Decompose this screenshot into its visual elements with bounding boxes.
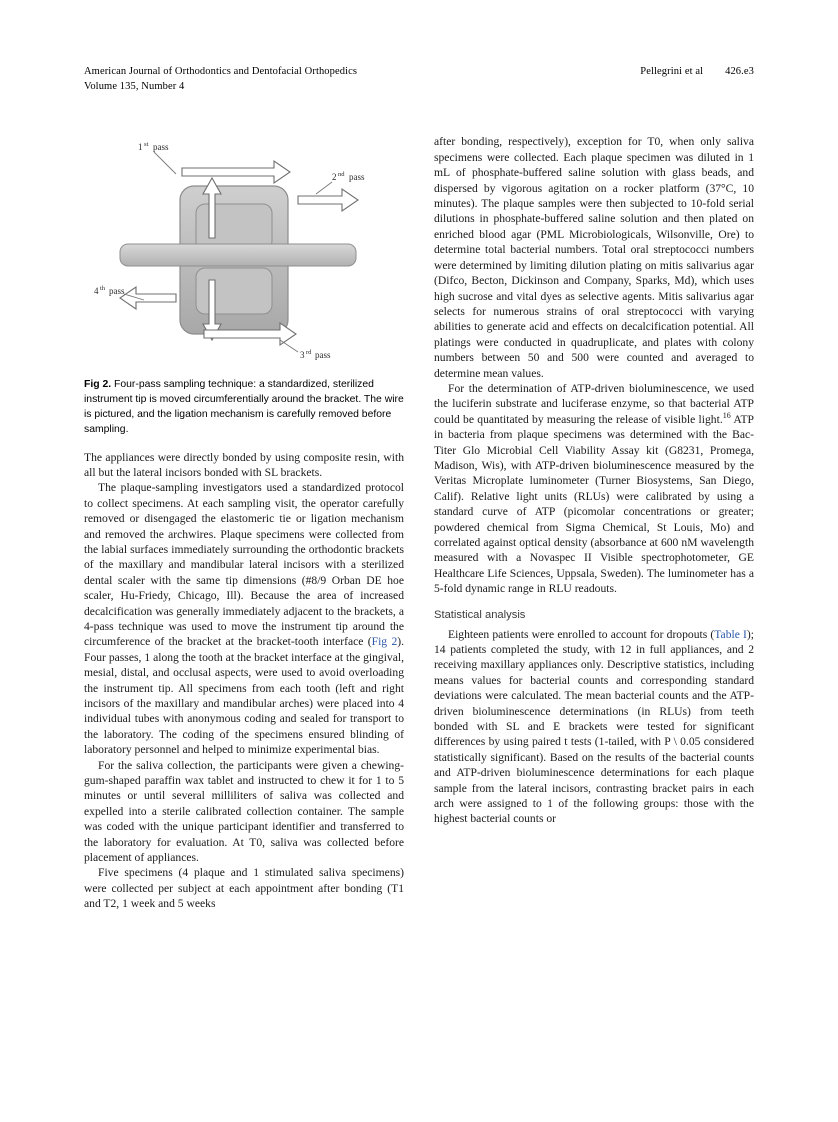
paragraph-saliva-collection: For the saliva collection, the participants were given a chewing-gum-shaped paraffin wax tablet and instructed to chew it for 1 to 5 minutes or until several milliliters of saliva was collected and expelled into a sterile calibrated collection container. The sample was coded with the unique participant identifier and transferred to the laboratory for evaluation. At T0, saliva was collected before placement of appliances. xyxy=(84,758,404,865)
page-number: 426.e3 xyxy=(725,66,754,77)
right-column xyxy=(434,134,754,1064)
paragraph-appliances: The appliances were directly bonded by using composite resin, with all but the lateral incisors bonded with SL brackets. xyxy=(84,450,404,479)
paragraph-plaque-sampling xyxy=(84,480,404,757)
body-columns xyxy=(84,134,754,1064)
reference-marker[interactable]: 16 xyxy=(722,410,731,420)
paragraph-plaque-sampling-text: The plaque-sampling investigators used a standardized protocol to collect specimens. At each sampling visit, the operator carefully removed or disengaged the elastomeric tie or ligation mechanism and removed the archwires. Plaque specimens were collected from the labial surfaces immediately surrounding the orthodontic brackets of the maxillary and mandibular lateral incisors with a sterilized dental scaler with the same tip dimensions (#8/9 Orban DE hoe scaler, Hu-Friedy, Chicago, Ill). Because the area of increased decalcification was generally immediately adjacent to the brackets, a 4-pass technique was used to move the instrument tip around the circumference of the bracket at the bracket-tooth interface ( xyxy=(84,481,404,649)
running-head xyxy=(84,64,754,94)
paragraph-statistics-part1: Eighteen patients were enrolled to account for dropouts ( xyxy=(448,627,715,641)
running-head-authors-page xyxy=(640,64,754,79)
svg-text:pass: pass xyxy=(109,286,125,297)
paragraph-atp-bioluminescence xyxy=(434,381,754,597)
paragraph-statistics xyxy=(434,627,754,827)
paragraph-statistics-part2: ); 14 patients completed the study, with 12 in full appliances, and 2 receiving maxillary appliances only. Descriptive statistics, including means values for bacterial counts and corresponding standard deviations were calculated. The mean bacterial counts and the ATP-driven bioluminescence determinations (in RLUs) from teeth bonded with SL and E brackets were tested for significant differences by using paired t tests (1-tailed, with P \ 0.05 considered statistically significant). Based on the results of the bacterial counts and ATP-driven bioluminescence determinations for each plaque sample from the lateral incisors, contrasting bracket pairs in each arch were assigned to 1 of the following groups: those with the highest bacterial counts or xyxy=(434,627,755,826)
svg-text:th: th xyxy=(100,285,106,293)
table-1-crossref[interactable]: Table I xyxy=(714,627,747,641)
paragraph-plaque-sampling-cont: ). Four passes, 1 along the tooth at the bracket interface at the gingival, mesial, distal, and occlusal aspects, were used to avoid overloading the instrument tip. All specimens from each tooth (left and right incisors of the maxillary and mandibular arches) were placed into 4 individual tubes with anonymous coding and sealed for transport to the laboratory. The coding of the specimens ensured blinding of laboratory personnel and helped to minimize experimental bias. xyxy=(84,635,405,757)
paragraph-five-specimens: Five specimens (4 plaque and 1 stimulated saliva specimens) were collected per subject at each appointment after bonding (T1 and T2, 1 week and 5 weeks xyxy=(84,866,404,911)
running-head-authors: Pellegrini et al xyxy=(640,66,704,77)
figure-2-caption-text: Four-pass sampling technique: a standardized, sterilized instrument tip is moved circumferentially around the bracket. The wire is pictured, and the ligation mechanism is carefully removed before sampling. xyxy=(84,379,404,435)
figure-2-illustration xyxy=(84,134,404,372)
journal-volume: Volume 135, Number 4 xyxy=(84,81,185,93)
figure-label-pass2: 2 xyxy=(332,172,337,183)
svg-text:pass: pass xyxy=(315,350,331,361)
paragraph-plaque-processing: after bonding, respectively), exception for T0, when only saliva specimens were collected. Each plaque specimen was diluted in 1 mL of phosphate-buffered saline solution with glass beads, and dispersed by vigorous agitation on a rocker platform (37°C, 10 minutes). The plaque samples were then subjected to 10-fold serial dilutions in phosphate-buffered saline solution and then plated on enriched blood agar (PML Microbiologicals, Wilsonville, Ore) to determine total bacterial numbers. Total oral streptococci numbers were determined by limiting dilution plating on mitis salivarius agar (Difco, Becton, Dickinson and Company, Sparks, Md), which uses high sucrose and vital dyes as selective agents. Mitis salivarius agar selects for numerous strains of oral streptococci with varying abilities to generate acid and effects on decalcification potential. All platings were conducted in quadruplicate, and plates with colony numbers between 50 and 500 were counted and averaged to determine mean values. xyxy=(434,135,754,380)
svg-text:st: st xyxy=(144,141,149,149)
figure-label-pass3: 3 xyxy=(300,350,305,361)
paragraph-atp-cont: ATP in bacteria from plaque specimens was determined with the Bac-Titer Glo Microbial Cell Viability Assay kit (G8231, Promega, Madison, Wis), with ATP-driven bioluminescence measured by the Veritas Microplate luminometer (Turner Biosystems, San Diego, Calif). Relative light units (RLUs) were calibrated by using a standard curve of ATP (picomolar concentrations or greater; powdered chemical from Sigma Chemical, St Louis, Mo) and correlated against optical density (absorbance at 600 nM wavelength measured with a Novaspec II Visible spectrophotometer, GE Healthcare Life Sciences, Uppsala, Sweden). The luminometer has a 5-fold dynamic range in RLU readouts. xyxy=(434,412,754,596)
svg-text:pass: pass xyxy=(349,172,365,183)
svg-text:nd: nd xyxy=(338,171,345,179)
figure-2-crossref[interactable]: Fig 2 xyxy=(371,635,398,649)
figure-label-pass4: 4 xyxy=(94,286,99,297)
figure-2 xyxy=(84,134,404,437)
figure-label-pass1: 1 xyxy=(138,142,143,153)
svg-text:pass: pass xyxy=(153,142,169,153)
figure-2-caption xyxy=(84,378,404,437)
left-column xyxy=(84,134,404,1064)
svg-text:rd: rd xyxy=(306,349,312,357)
figure-2-caption-label: Fig 2. xyxy=(84,379,112,391)
running-head-journal xyxy=(84,64,357,94)
section-heading-statistical-analysis: Statistical analysis xyxy=(434,608,526,621)
journal-title: American Journal of Orthodontics and Dentofacial Orthopedics xyxy=(84,66,358,77)
paragraph-atp-text: For the determination of ATP-driven bioluminescence, we used the luciferin substrate and luciferase enzyme, so that bacterial ATP could be quantitated by measuring the release of visible light. xyxy=(434,381,754,426)
